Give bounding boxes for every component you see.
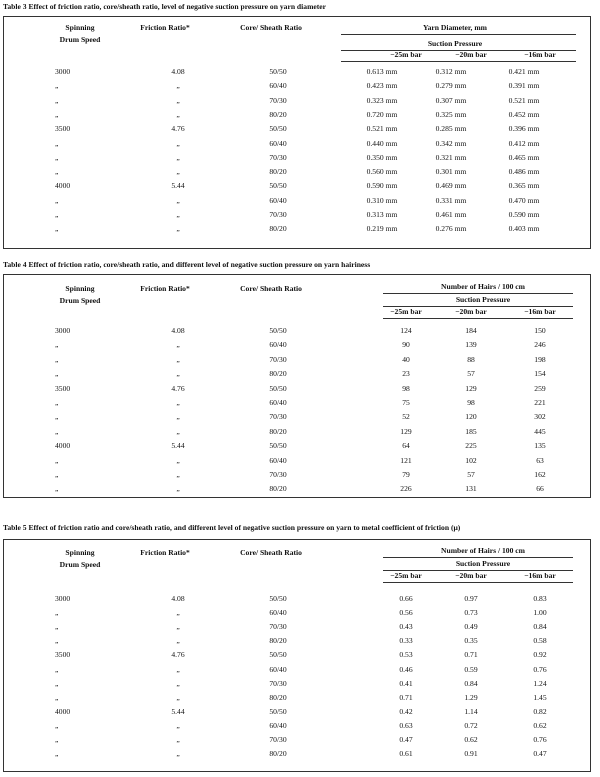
- cell-friction: „: [176, 608, 180, 618]
- cell-p3: 0.396 mm: [508, 124, 540, 134]
- cell-speed: „: [55, 340, 59, 350]
- cell-core: 50/50: [269, 706, 287, 716]
- cell-p1: 0.71: [399, 692, 413, 702]
- drum-speed-header: Drum Speed: [59, 560, 101, 569]
- drum-speed-header: Drum Speed: [59, 35, 101, 44]
- cell-core: 80/20: [269, 692, 287, 702]
- pressure-header-rule: [383, 318, 573, 319]
- cell-p2: 0.73: [464, 608, 478, 618]
- cell-p2: 225: [465, 441, 477, 451]
- cell-p1: 0.47: [399, 735, 413, 744]
- pressure-header-p1: −25m bar: [390, 50, 422, 59]
- cell-p1: 121: [400, 455, 412, 465]
- cell-speed: 3500: [55, 124, 71, 134]
- cell-speed: „: [55, 735, 59, 744]
- cell-core: 60/40: [269, 195, 287, 205]
- cell-core: 80/20: [269, 369, 287, 379]
- cell-friction: „: [176, 369, 180, 379]
- core-sheath-header: Core/ Sheath Ratio: [240, 284, 302, 293]
- cell-core: 70/30: [269, 354, 287, 364]
- cell-friction: „: [176, 354, 180, 364]
- cell-core: 60/40: [269, 398, 287, 407]
- cell-p1: 40: [402, 354, 410, 364]
- cell-p2: 0.49: [464, 622, 478, 632]
- cell-p1: 79: [402, 470, 410, 479]
- cell-p2: 129: [465, 383, 477, 393]
- cell-speed: „: [55, 224, 59, 234]
- cell-p3: 221: [534, 398, 546, 407]
- cell-core: 60/40: [269, 720, 287, 730]
- cell-friction: 4.08: [171, 594, 185, 603]
- cell-core: 50/50: [269, 326, 287, 335]
- cell-speed: 3000: [55, 594, 71, 603]
- cell-friction: 4.76: [171, 124, 185, 134]
- cell-speed: „: [55, 608, 59, 618]
- cell-p3: 0.92: [533, 650, 547, 660]
- cell-p3: 0.412 mm: [508, 138, 540, 148]
- cell-friction: 5.44: [171, 441, 185, 451]
- cell-p3: 0.365 mm: [508, 181, 540, 191]
- cell-speed: „: [55, 749, 59, 759]
- spinning-header: Spinning: [65, 548, 95, 557]
- cell-friction: „: [176, 95, 180, 105]
- cell-p3: 445: [534, 426, 546, 436]
- cell-p3: 0.76: [533, 664, 547, 674]
- metric-header: Number of Hairs / 100 cm: [440, 546, 525, 555]
- cell-friction: „: [176, 210, 180, 219]
- cell-p3: 135: [534, 441, 546, 451]
- cell-friction: „: [176, 138, 180, 148]
- cell-p2: 0.301 mm: [435, 167, 467, 177]
- cell-p3: 0.62: [533, 720, 547, 730]
- cell-speed: 3500: [55, 383, 71, 393]
- cell-friction: 5.44: [171, 706, 185, 716]
- pressure-header-p2: −20m bar: [455, 571, 487, 580]
- cell-speed: „: [55, 81, 59, 91]
- cell-core: 80/20: [269, 109, 287, 119]
- cell-p1: 0.310 mm: [366, 195, 398, 205]
- cell-p2: 88: [467, 354, 475, 364]
- cell-core: 70/30: [269, 95, 287, 105]
- cell-p1: 75: [402, 398, 410, 407]
- suction-header: Suction Pressure: [455, 295, 511, 304]
- cell-p3: 1.00: [533, 608, 547, 618]
- cell-friction: „: [176, 484, 180, 494]
- cell-friction: „: [176, 167, 180, 177]
- cell-friction: „: [176, 340, 180, 350]
- cell-p1: 0.521 mm: [366, 124, 398, 134]
- cell-friction: „: [176, 735, 180, 744]
- cell-p3: 63: [536, 455, 544, 465]
- cell-core: 70/30: [269, 210, 287, 219]
- cell-speed: 4000: [55, 441, 71, 451]
- cell-speed: „: [55, 692, 59, 702]
- cell-p3: 162: [534, 470, 546, 479]
- cell-p2: 0.35: [464, 636, 478, 646]
- cell-p1: 0.423 mm: [366, 81, 398, 91]
- cell-friction: „: [176, 412, 180, 422]
- pressure-header-p2: −20m bar: [455, 307, 487, 316]
- cell-p2: 0.71: [464, 650, 478, 660]
- cell-speed: 4000: [55, 181, 71, 191]
- cell-p3: 154: [534, 369, 546, 379]
- cell-speed: „: [55, 720, 59, 730]
- cell-core: 60/40: [269, 608, 287, 618]
- cell-friction: „: [176, 152, 180, 162]
- cell-friction: „: [176, 692, 180, 702]
- cell-p3: 246: [534, 340, 546, 350]
- cell-p3: 0.58: [533, 636, 547, 646]
- cell-friction: „: [176, 81, 180, 91]
- cell-p2: 139: [465, 340, 477, 350]
- cell-speed: „: [55, 412, 59, 422]
- cell-p1: 0.61: [399, 749, 413, 759]
- cell-core: 60/40: [269, 81, 287, 91]
- cell-speed: „: [55, 678, 59, 688]
- cell-p1: 0.313 mm: [366, 210, 398, 219]
- cell-core: 50/50: [269, 67, 287, 76]
- cell-speed: „: [55, 426, 59, 436]
- cell-p3: 0.82: [533, 706, 547, 716]
- cell-p2: 185: [465, 426, 477, 436]
- cell-core: 70/30: [269, 412, 287, 422]
- cell-speed: „: [55, 470, 59, 479]
- cell-core: 80/20: [269, 167, 287, 177]
- cell-p3: 0.47: [533, 749, 547, 759]
- friction-ratio-header: Friction Ratio*: [140, 548, 190, 557]
- cell-p1: 0.350 mm: [366, 152, 398, 162]
- cell-friction: „: [176, 455, 180, 465]
- friction-ratio-header: Friction Ratio*: [140, 284, 190, 293]
- cell-p1: 226: [400, 484, 412, 494]
- table-caption: Table 3 Effect of friction ratio, core/sheath ratio, level of negative suction pressure on yarn diameter: [3, 2, 327, 11]
- cell-friction: 4.08: [171, 67, 185, 76]
- cell-p1: 0.66: [399, 594, 413, 603]
- cell-core: 70/30: [269, 735, 287, 744]
- cell-p2: 0.276 mm: [435, 224, 467, 234]
- cell-p3: 1.45: [533, 692, 547, 702]
- cell-p3: 0.76: [533, 735, 547, 744]
- cell-core: 70/30: [269, 152, 287, 162]
- cell-p2: 0.59: [464, 664, 478, 674]
- cell-p2: 0.72: [464, 720, 478, 730]
- cell-p3: 150: [534, 326, 546, 335]
- cell-p3: 302: [534, 412, 546, 422]
- pressure-header-rule: [383, 582, 573, 583]
- cell-speed: „: [55, 398, 59, 407]
- pressure-header-p2: −20m bar: [455, 50, 487, 59]
- cell-speed: „: [55, 664, 59, 674]
- cell-p2: 0.62: [464, 735, 478, 744]
- cell-p3: 259: [534, 383, 546, 393]
- pressure-header-p3: −16m bar: [524, 571, 556, 580]
- cell-p3: 0.403 mm: [508, 224, 540, 234]
- metric-header-rule: [383, 293, 573, 294]
- pressure-header-p1: −25m bar: [390, 571, 422, 580]
- cell-friction: 4.76: [171, 383, 185, 393]
- cell-speed: „: [55, 167, 59, 177]
- pressure-header-p3: −16m bar: [524, 307, 556, 316]
- cell-core: 60/40: [269, 340, 287, 350]
- cell-p2: 0.461 mm: [435, 210, 467, 219]
- cell-friction: „: [176, 636, 180, 646]
- cell-p2: 184: [465, 326, 477, 335]
- cell-speed: „: [55, 455, 59, 465]
- cell-p1: 52: [402, 412, 410, 422]
- cell-p1: 124: [400, 326, 412, 335]
- pressure-header-p1: −25m bar: [390, 307, 422, 316]
- cell-core: 60/40: [269, 455, 287, 465]
- cell-p2: 1.29: [464, 692, 478, 702]
- cell-p1: 0.42: [399, 706, 413, 716]
- cell-friction: „: [176, 224, 180, 234]
- cell-p2: 0.285 mm: [435, 124, 467, 134]
- cell-p2: 98: [467, 398, 475, 407]
- cell-p1: 0.56: [399, 608, 413, 618]
- cell-speed: 3000: [55, 67, 71, 76]
- suction-header: Suction Pressure: [455, 559, 511, 568]
- cell-p3: 0.590 mm: [508, 210, 540, 219]
- metric-header: Number of Hairs / 100 cm: [440, 282, 525, 291]
- cell-p3: 0.83: [533, 594, 547, 603]
- core-sheath-header: Core/ Sheath Ratio: [240, 548, 302, 557]
- core-sheath-header: Core/ Sheath Ratio: [240, 23, 302, 32]
- cell-p2: 0.307 mm: [435, 95, 467, 105]
- cell-core: 80/20: [269, 484, 287, 494]
- cell-p2: 0.279 mm: [435, 81, 467, 91]
- cell-p1: 0.560 mm: [366, 167, 398, 177]
- cell-p2: 0.312 mm: [435, 67, 467, 76]
- cell-speed: 4000: [55, 706, 71, 716]
- cell-speed: „: [55, 369, 59, 379]
- cell-core: 50/50: [269, 124, 287, 134]
- drum-speed-header: Drum Speed: [59, 296, 101, 305]
- cell-p1: 64: [402, 441, 410, 451]
- cell-p2: 0.84: [464, 678, 478, 688]
- cell-p3: 0.470 mm: [508, 195, 540, 205]
- cell-speed: „: [55, 152, 59, 162]
- cell-p3: 1.24: [533, 678, 547, 688]
- cell-p1: 0.720 mm: [366, 109, 398, 119]
- cell-speed: „: [55, 354, 59, 364]
- cell-speed: „: [55, 109, 59, 119]
- table-caption: Table 4 Effect of friction ratio, core/sheath ratio, and different level of negative suction pressure on yarn hairiness: [3, 260, 371, 269]
- cell-core: 50/50: [269, 594, 287, 603]
- cell-p2: 102: [465, 455, 477, 465]
- cell-p2: 0.325 mm: [435, 109, 467, 119]
- cell-core: 70/30: [269, 470, 287, 479]
- cell-p2: 1.14: [464, 706, 478, 716]
- cell-p3: 0.521 mm: [508, 95, 540, 105]
- cell-p2: 57: [467, 369, 475, 379]
- cell-p3: 0.452 mm: [508, 109, 540, 119]
- cell-p1: 0.33: [399, 636, 413, 646]
- metric-header-rule: [383, 557, 573, 558]
- cell-p1: 0.63: [399, 720, 413, 730]
- cell-speed: „: [55, 210, 59, 219]
- cell-friction: „: [176, 749, 180, 759]
- cell-p2: 0.97: [464, 594, 478, 603]
- cell-core: 50/50: [269, 441, 287, 451]
- cell-core: 80/20: [269, 224, 287, 234]
- cell-p2: 0.331 mm: [435, 195, 467, 205]
- table-caption: Table 5 Effect of friction ratio and core/sheath ratio, and different level of negative suction pressure on yarn to metal coefficient of friction (μ): [3, 523, 461, 532]
- cell-p1: 98: [402, 383, 410, 393]
- cell-core: 80/20: [269, 749, 287, 759]
- cell-friction: „: [176, 470, 180, 479]
- cell-p2: 131: [465, 484, 477, 494]
- cell-p1: 0.613 mm: [366, 67, 398, 76]
- friction-ratio-header: Friction Ratio*: [140, 23, 190, 32]
- cell-p2: 120: [465, 412, 477, 422]
- cell-friction: „: [176, 678, 180, 688]
- pressure-header-rule: [341, 61, 576, 62]
- cell-p1: 0.41: [399, 678, 413, 688]
- spinning-header: Spinning: [65, 284, 95, 293]
- cell-p2: 0.321 mm: [435, 152, 467, 162]
- cell-friction: „: [176, 109, 180, 119]
- pressure-header-p3: −16m bar: [524, 50, 556, 59]
- metric-header: Yarn Diameter, mm: [422, 23, 488, 32]
- cell-p1: 0.440 mm: [366, 138, 398, 148]
- cell-p1: 0.219 mm: [366, 224, 398, 234]
- cell-p2: 0.91: [464, 749, 478, 759]
- metric-header-rule: [341, 34, 576, 35]
- cell-core: 50/50: [269, 383, 287, 393]
- cell-p1: 0.43: [399, 622, 413, 632]
- cell-p3: 0.84: [533, 622, 547, 632]
- cell-core: 70/30: [269, 622, 287, 632]
- cell-p3: 0.465 mm: [508, 152, 540, 162]
- cell-core: 80/20: [269, 426, 287, 436]
- cell-p1: 23: [402, 369, 410, 379]
- cell-friction: „: [176, 426, 180, 436]
- suction-header: Suction Pressure: [427, 39, 483, 48]
- cell-speed: „: [55, 636, 59, 646]
- cell-p3: 198: [534, 354, 546, 364]
- cell-friction: 5.44: [171, 181, 185, 191]
- cell-p3: 0.391 mm: [508, 81, 540, 91]
- cell-p3: 0.486 mm: [508, 167, 540, 177]
- spinning-header: Spinning: [65, 23, 95, 32]
- cell-p1: 0.53: [399, 650, 413, 660]
- cell-p2: 0.342 mm: [435, 138, 467, 148]
- cell-p1: 0.323 mm: [366, 95, 398, 105]
- cell-core: 50/50: [269, 650, 287, 660]
- cell-speed: „: [55, 622, 59, 632]
- cell-p1: 90: [402, 340, 410, 350]
- cell-p2: 0.469 mm: [435, 181, 467, 191]
- cell-speed: „: [55, 138, 59, 148]
- cell-friction: „: [176, 664, 180, 674]
- cell-speed: 3500: [55, 650, 71, 660]
- cell-friction: 4.76: [171, 650, 185, 660]
- cell-core: 60/40: [269, 138, 287, 148]
- cell-p3: 0.421 mm: [508, 67, 540, 76]
- cell-core: 80/20: [269, 636, 287, 646]
- cell-speed: 3000: [55, 326, 71, 335]
- cell-speed: „: [55, 95, 59, 105]
- cell-friction: „: [176, 720, 180, 730]
- cell-friction: 4.08: [171, 326, 185, 335]
- cell-p3: 66: [536, 484, 544, 494]
- cell-p2: 57: [467, 470, 475, 479]
- cell-core: 70/30: [269, 678, 287, 688]
- cell-core: 60/40: [269, 664, 287, 674]
- cell-friction: „: [176, 195, 180, 205]
- cell-speed: „: [55, 195, 59, 205]
- cell-friction: „: [176, 622, 180, 632]
- cell-core: 50/50: [269, 181, 287, 191]
- cell-p1: 0.46: [399, 664, 413, 674]
- cell-friction: „: [176, 398, 180, 407]
- cell-p1: 0.590 mm: [366, 181, 398, 191]
- cell-speed: „: [55, 484, 59, 494]
- cell-p1: 129: [400, 426, 412, 436]
